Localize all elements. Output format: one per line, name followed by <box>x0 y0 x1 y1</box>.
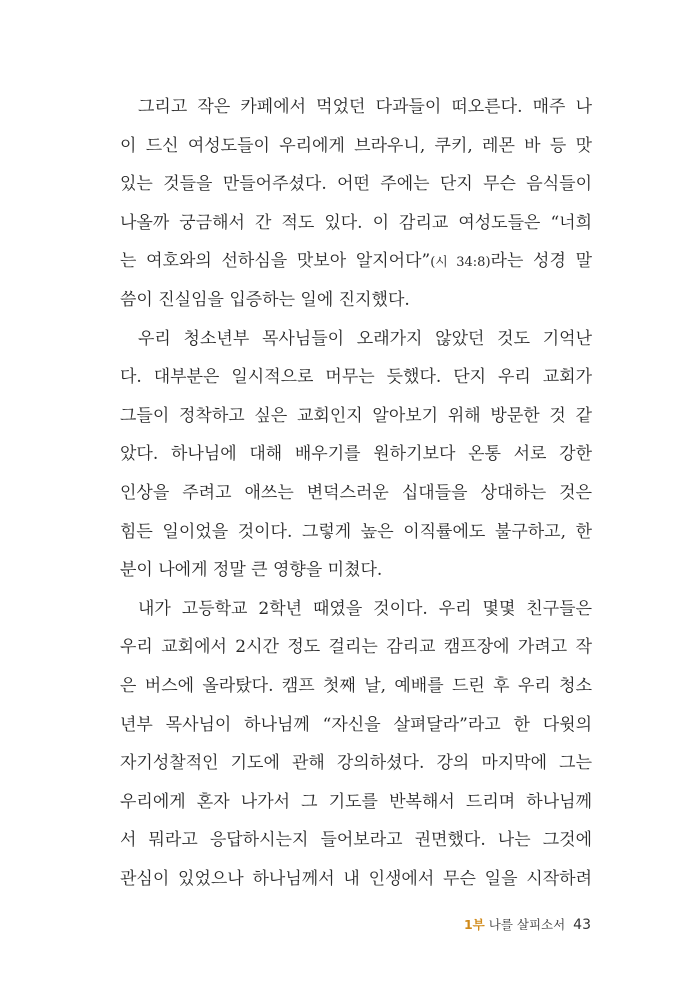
text-line: 년부 목사님이 하나님께 “자신을 살펴달라”라고 한 다윗의 <box>120 714 592 735</box>
section-title: 나를 살피소서 <box>488 917 566 932</box>
text-line: 씀이 진실임을 입증하는 일에 진지했다. <box>120 289 410 310</box>
text-line: 내가 고등학교 2학년 때였을 것이다. 우리 몇몇 친구들은 <box>138 598 592 619</box>
text-line: 있는 것들을 만들어주셨다. 어떤 주에는 단지 무슨 음식들이 <box>120 174 592 195</box>
text-segment: 라는 성경 말 <box>490 251 593 272</box>
text-line: 우리에게 혼자 나가서 그 기도를 반복해서 드리며 하나님께 <box>120 791 592 812</box>
body-text <box>120 88 592 898</box>
page-number: 43 <box>573 917 591 933</box>
text-line: 힘든 일이었을 것이다. 그렇게 높은 이직률에도 불구하고, 한 <box>120 521 592 542</box>
text-line: 았다. 하나님에 대해 배우기를 원하기보다 온통 서로 강한 <box>120 444 592 465</box>
text-line: 관심이 있었으나 하나님께서 내 인생에서 무슨 일을 시작하려 <box>120 868 592 889</box>
text-line: 그리고 작은 카페에서 먹었던 다과들이 떠오른다. 매주 나 <box>138 97 592 117</box>
text-line: 다. 대부분은 일시적으로 머무는 듯했다. 단지 우리 교회가 <box>120 367 592 388</box>
text-line: 나올까 궁금해서 간 적도 있다. 이 감리교 여성도들은 “너희 <box>120 212 592 233</box>
text-line: 서 뭐라고 응답하시는지 들어보라고 권면했다. 나는 그것에 <box>120 830 592 851</box>
text-line: 우리 청소년부 목사님들이 오래가지 않았던 것도 기억난 <box>138 328 592 349</box>
text-line: 그들이 정착하고 싶은 교회인지 알아보기 위해 방문한 것 같 <box>120 405 592 426</box>
text-line: 은 버스에 올라탔다. 캠프 첫째 날, 예배를 드린 후 우리 청소 <box>120 675 592 696</box>
text-line <box>120 242 592 281</box>
text-line: 우리 교회에서 2시간 정도 걸리는 감리교 캠프장에 가려고 작 <box>120 637 592 658</box>
text-line: 이 드신 여성도들이 우리에게 브라우니, 쿠키, 레몬 바 등 맛 <box>120 135 592 156</box>
part-label: 1부 <box>463 917 485 932</box>
bible-citation: (시 34:8) <box>430 255 491 271</box>
text-line: 인상을 주려고 애쓰는 변덕스러운 십대들을 상대하는 것은 <box>120 482 592 503</box>
text-segment: 는 여호와의 선하심을 맛보아 알지어다” <box>120 251 431 272</box>
text-line: 분이 나에게 정말 큰 영향을 미쳤다. <box>120 560 383 581</box>
page-footer <box>464 915 591 933</box>
text-line: 자기성찰적인 기도에 관해 강의하셨다. 강의 마지막에 그는 <box>120 753 592 774</box>
